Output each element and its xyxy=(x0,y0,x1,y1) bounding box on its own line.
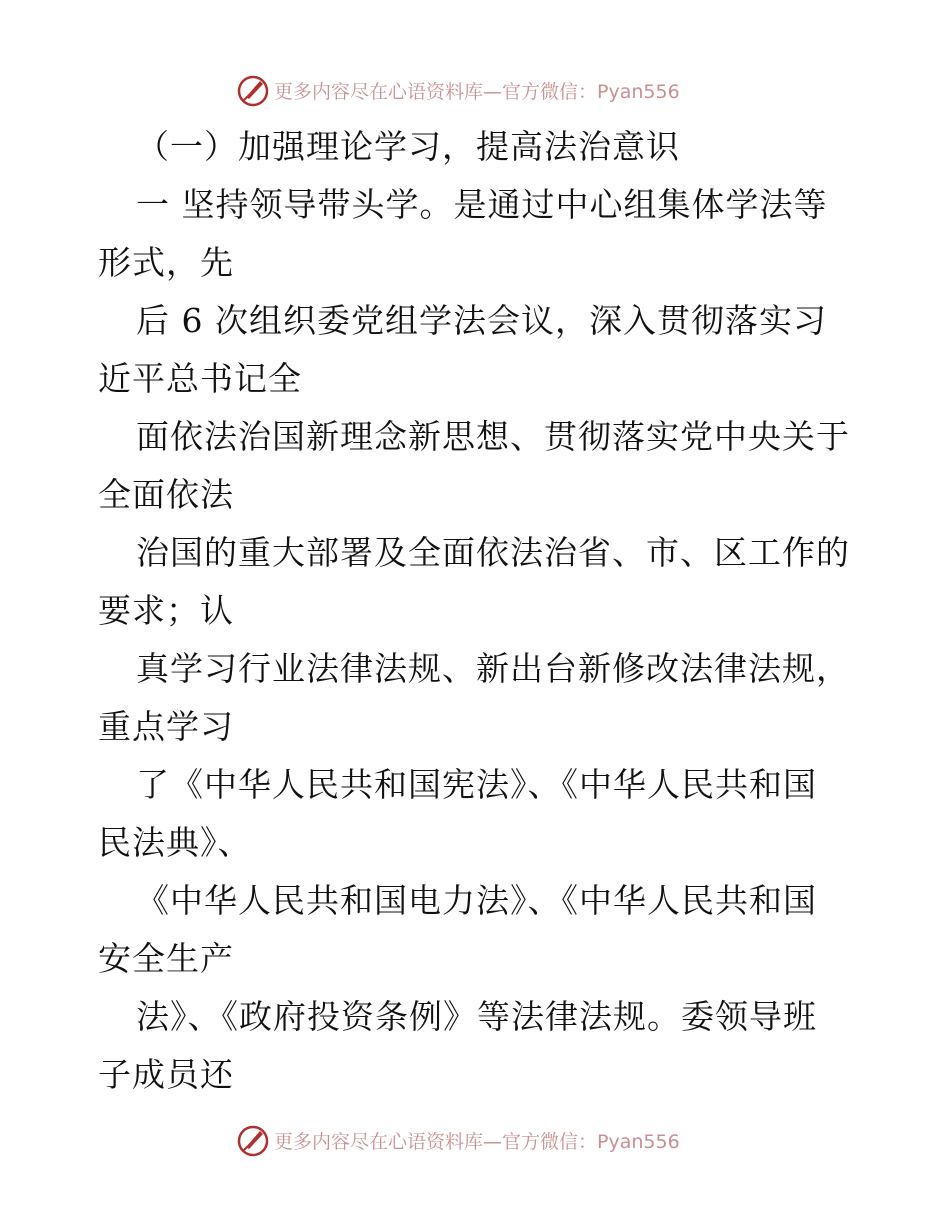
paragraph-line: 全面依法 xyxy=(98,475,234,514)
quill-logo-icon xyxy=(236,1123,270,1157)
paragraph-line: 要求；认 xyxy=(98,591,234,630)
paragraph-line: 面依法治国新理念新思想、贯彻落实党中央关于 xyxy=(136,417,850,456)
document-body xyxy=(98,118,888,1104)
paragraph-line: 法》、《政府投资条例》等法律法规。委领导班 xyxy=(136,997,817,1036)
watermark-text: 更多内容尽在心语资料库—官方微信：Pyan556 xyxy=(274,1130,680,1153)
paragraph-line: 治国的重大部署及全面依法治省、市、区工作的 xyxy=(136,533,850,572)
paragraph-line: 真学习行业法律法规、新出台新修改法律法规， xyxy=(136,649,850,688)
paragraph-line: 近平总书记全 xyxy=(98,359,302,398)
paragraph-line: 重点学习 xyxy=(98,707,234,746)
quill-logo-icon xyxy=(236,73,270,107)
watermark-text: 更多内容尽在心语资料库—官方微信：Pyan556 xyxy=(274,80,680,103)
paragraph-line: 子成员还 xyxy=(98,1055,234,1094)
paragraph-line: 了《中华人民共和国宪法》、《中华人民共和国 xyxy=(136,765,817,804)
paragraph-line: 《中华人民共和国电力法》、《中华人民共和国 xyxy=(136,881,817,920)
section-heading: （一）加强理论学习，提高法治意识 xyxy=(136,127,680,166)
paragraph-line: 民法典》、 xyxy=(98,823,252,862)
paragraph-line: 后 6 次组织委党组学法会议，深入贯彻落实习 xyxy=(136,301,827,340)
paragraph-line: 安全生产 xyxy=(98,939,234,978)
paragraph-line: 形式，先 xyxy=(98,243,234,282)
footer-watermark xyxy=(236,1122,680,1158)
paragraph-line: 一 坚持领导带头学。是通过中心组集体学法等 xyxy=(136,185,828,224)
header-watermark xyxy=(236,72,680,108)
